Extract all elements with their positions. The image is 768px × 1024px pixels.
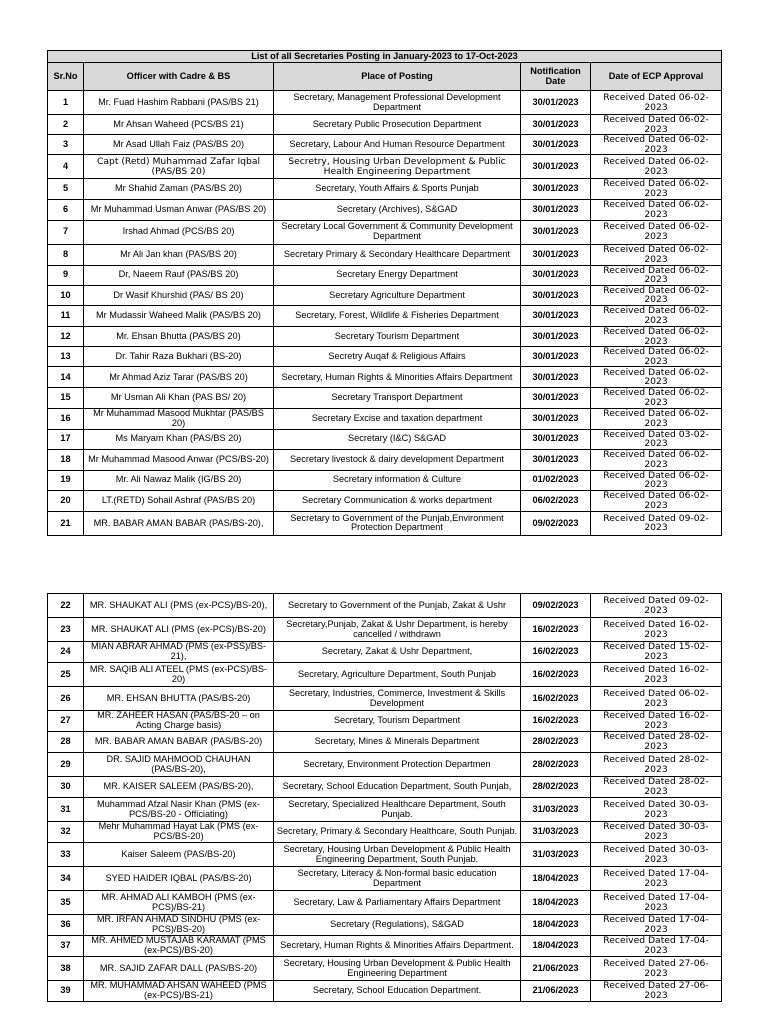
row-sr-no: 10 (48, 285, 84, 305)
row-place-of-posting: Secretary Communication & works department (274, 490, 521, 511)
row-sr-no: 20 (48, 490, 84, 511)
row-notification-date: 30/01/2023 (521, 326, 591, 346)
row-notification-date: 18/04/2023 (521, 936, 591, 957)
row-place-of-posting: Secretary livestock & dairy development Department (274, 449, 521, 470)
row-place-of-posting: Secretary Tourism Department (274, 326, 521, 346)
row-officer: MR. ZAHEER HASAN (PAS/BS-20 – on Acting Charge basis) (84, 711, 274, 732)
table-row (48, 663, 722, 687)
row-ecp-approval: Received Dated 06-02-2023 (591, 91, 722, 115)
row-notification-date: 30/01/2023 (521, 179, 591, 199)
row-ecp-approval: Received Dated 06-02-2023 (591, 408, 722, 429)
secretaries-table-part-2 (47, 593, 722, 1002)
table-row (48, 642, 722, 663)
row-place-of-posting: Secretary, Human Rights & Minorities Affairs Department. (274, 936, 521, 957)
row-ecp-approval: Received Dated 03-02-2023 (591, 429, 722, 449)
row-ecp-approval: Received Dated 28-02-2023 (591, 753, 722, 777)
row-place-of-posting: Secretary information & Culture (274, 470, 521, 490)
row-officer: Dr. Tahir Raza Bukhari (BS-20) (84, 347, 274, 367)
row-sr-no: 16 (48, 408, 84, 429)
row-notification-date: 28/02/2023 (521, 753, 591, 777)
row-place-of-posting: Secretary, Primary & Secondary Healthcare, South Punjab. (274, 822, 521, 843)
row-notification-date: 30/01/2023 (521, 155, 591, 179)
row-notification-date: 18/04/2023 (521, 867, 591, 891)
table-row (48, 490, 722, 511)
row-notification-date: 31/03/2023 (521, 798, 591, 822)
table-row (48, 408, 722, 429)
row-ecp-approval: Received Dated 09-02-2023 (591, 594, 722, 618)
row-ecp-approval: Received Dated 06-02-2023 (591, 155, 722, 179)
table-row (48, 915, 722, 936)
row-officer: Mr Ahmad Aziz Tarar (PAS/BS 20) (84, 367, 274, 388)
row-sr-no: 23 (48, 618, 84, 642)
row-officer: MR. MUHAMMAD AHSAN WAHEED (PMS (ex-PCS)/BS-21) (84, 981, 274, 1002)
row-officer: MR. SHAUKAT ALI (PMS (ex-PCS)/BS-20) (84, 618, 274, 642)
row-officer: LT.(RETD) Sohail Ashraf (PAS/BS 20) (84, 490, 274, 511)
row-notification-date: 30/01/2023 (521, 347, 591, 367)
row-ecp-approval: Received Dated 27-06-2023 (591, 957, 722, 981)
row-officer: Kaiser Saleem (PAS/BS-20) (84, 843, 274, 867)
table-row (48, 891, 722, 915)
row-officer: Dr Wasif Khurshid (PAS/ BS 20) (84, 285, 274, 305)
table-row (48, 798, 722, 822)
table-row (48, 91, 722, 115)
table-row (48, 936, 722, 957)
row-ecp-approval: Received Dated 06-02-2023 (591, 135, 722, 155)
row-ecp-approval: Received Dated 16-02-2023 (591, 663, 722, 687)
table-row (48, 594, 722, 618)
table-row (48, 867, 722, 891)
row-ecp-approval: Received Dated 06-02-2023 (591, 367, 722, 388)
row-place-of-posting: Secretary, Tourism Department (274, 711, 521, 732)
row-officer: DR. SAJID MAHMOOD CHAUHAN (PAS/BS-20), (84, 753, 274, 777)
row-officer: Mr Shahid Zaman (PAS/BS 20) (84, 179, 274, 199)
secretaries-table-part-1 (47, 50, 722, 536)
row-ecp-approval: Received Dated 30-03-2023 (591, 798, 722, 822)
header-officer: Officer with Cadre & BS (84, 63, 274, 91)
row-officer: Mehr Muhammad Hayat Lak (PMS (ex-PCS/BS-20) (84, 822, 274, 843)
row-ecp-approval: Received Dated 15-02-2023 (591, 642, 722, 663)
row-notification-date: 16/02/2023 (521, 711, 591, 732)
row-ecp-approval: Received Dated 28-02-2023 (591, 732, 722, 753)
header-notification-date: Notification Date (521, 63, 591, 91)
row-ecp-approval: Received Dated 06-02-2023 (591, 490, 722, 511)
row-sr-no: 32 (48, 822, 84, 843)
table-row (48, 429, 722, 449)
row-sr-no: 30 (48, 777, 84, 798)
table-row (48, 753, 722, 777)
table-row (48, 777, 722, 798)
table-row (48, 265, 722, 285)
table-row (48, 115, 722, 135)
row-ecp-approval: Received Dated 06-02-2023 (591, 265, 722, 285)
table-row (48, 179, 722, 199)
row-ecp-approval: Received Dated 06-02-2023 (591, 244, 722, 265)
row-place-of-posting: Secretary, Zakat & Ushr Department, (274, 642, 521, 663)
row-ecp-approval: Received Dated 06-02-2023 (591, 285, 722, 305)
table-row (48, 449, 722, 470)
row-ecp-approval: Received Dated 16-02-2023 (591, 618, 722, 642)
row-place-of-posting: Secretary Local Government & Community Development Department (274, 220, 521, 244)
row-sr-no: 39 (48, 981, 84, 1002)
row-ecp-approval: Received Dated 06-02-2023 (591, 687, 722, 711)
row-notification-date: 18/04/2023 (521, 915, 591, 936)
row-ecp-approval: Received Dated 06-02-2023 (591, 470, 722, 490)
row-ecp-approval: Received Dated 06-02-2023 (591, 115, 722, 135)
row-sr-no: 15 (48, 388, 84, 408)
row-sr-no: 29 (48, 753, 84, 777)
table-row (48, 732, 722, 753)
row-notification-date: 30/01/2023 (521, 220, 591, 244)
row-officer: Mr. Fuad Hashim Rabbani (PAS/BS 21) (84, 91, 274, 115)
row-notification-date: 30/01/2023 (521, 367, 591, 388)
row-officer: Capt (Retd) Muhammad Zafar Iqbal (PAS/BS 20) (84, 155, 274, 179)
row-notification-date: 31/03/2023 (521, 843, 591, 867)
row-ecp-approval: Received Dated 09-02-2023 (591, 511, 722, 535)
row-officer: Mr Mudassir Waheed Malik (PAS/BS 20) (84, 305, 274, 326)
row-notification-date: 30/01/2023 (521, 429, 591, 449)
table-row (48, 244, 722, 265)
row-place-of-posting: Secretary, Youth Affairs & Sports Punjab (274, 179, 521, 199)
table-row (48, 367, 722, 388)
row-place-of-posting: Secretary, Housing Urban Development & Public Health Engineering Department (274, 957, 521, 981)
row-officer: Ms Maryam Khan (PAS/BS 20) (84, 429, 274, 449)
row-notification-date: 30/01/2023 (521, 91, 591, 115)
row-notification-date: 16/02/2023 (521, 642, 591, 663)
row-sr-no: 18 (48, 449, 84, 470)
row-officer: SYED HAIDER IQBAL (PAS/BS-20) (84, 867, 274, 891)
row-officer: Dr, Naeem Rauf (PAS/BS 20) (84, 265, 274, 285)
row-officer: Mr Muhammad Usman Anwar (PAS/BS 20) (84, 199, 274, 220)
row-place-of-posting: Secretry Auqaf & Religious Affairs (274, 347, 521, 367)
row-sr-no: 14 (48, 367, 84, 388)
row-place-of-posting: Secretary to Government of the Punjab,Environment Protection Department (274, 511, 521, 535)
row-officer: Muhammad Afzal Nasir Khan (PMS (ex-PCS/BS-20 - Officiating) (84, 798, 274, 822)
row-officer: MR. EHSAN BHUTTA (PAS/BS-20) (84, 687, 274, 711)
row-place-of-posting: Secretary, School Education Department. (274, 981, 521, 1002)
row-ecp-approval: Received Dated 06-02-2023 (591, 220, 722, 244)
row-notification-date: 09/02/2023 (521, 511, 591, 535)
row-sr-no: 27 (48, 711, 84, 732)
table-row (48, 220, 722, 244)
row-officer: MR. SAJID ZAFAR DALL (PAS/BS-20) (84, 957, 274, 981)
row-ecp-approval: Received Dated 06-02-2023 (591, 326, 722, 346)
row-sr-no: 3 (48, 135, 84, 155)
table-row (48, 957, 722, 981)
row-officer: MR. SHAUKAT ALI (PMS (ex-PCS)/BS-20), (84, 594, 274, 618)
row-place-of-posting: Secretary (I&C) S&GAD (274, 429, 521, 449)
row-place-of-posting: Secretary, Housing Urban Development & Public Health Engineering Department, South Punjab. (274, 843, 521, 867)
row-notification-date: 30/01/2023 (521, 244, 591, 265)
row-place-of-posting: Secretary, Mines & Minerals Department (274, 732, 521, 753)
row-notification-date: 09/02/2023 (521, 594, 591, 618)
row-place-of-posting: Secretary, Environment Protection Departmen (274, 753, 521, 777)
row-sr-no: 19 (48, 470, 84, 490)
row-place-of-posting: Secretary Primary & Secondary Healthcare Department (274, 244, 521, 265)
row-notification-date: 16/02/2023 (521, 618, 591, 642)
row-officer: Mr Muhammad Masood Mukhtar (PAS/BS 20) (84, 408, 274, 429)
table-row (48, 135, 722, 155)
row-officer: MR. BABAR AMAN BABAR (PAS/BS-20), (84, 511, 274, 535)
header-sr-no: Sr.No (48, 63, 84, 91)
row-ecp-approval: Received Dated 17-04-2023 (591, 891, 722, 915)
row-sr-no: 2 (48, 115, 84, 135)
row-sr-no: 36 (48, 915, 84, 936)
table-row (48, 511, 722, 535)
row-ecp-approval: Received Dated 17-04-2023 (591, 867, 722, 891)
row-sr-no: 31 (48, 798, 84, 822)
row-place-of-posting: Secretry, Housing Urban Development & Public Health Engineering Department (274, 155, 521, 179)
row-sr-no: 4 (48, 155, 84, 179)
row-ecp-approval: Received Dated 27-06-2023 (591, 981, 722, 1002)
row-officer: MIAN ABRAR AHMAD (PMS (ex-PSS)/BS-21), (84, 642, 274, 663)
table-row (48, 305, 722, 326)
row-sr-no: 13 (48, 347, 84, 367)
row-sr-no: 35 (48, 891, 84, 915)
row-sr-no: 11 (48, 305, 84, 326)
row-sr-no: 17 (48, 429, 84, 449)
row-notification-date: 30/01/2023 (521, 449, 591, 470)
row-place-of-posting: Secretary Energy Department (274, 265, 521, 285)
row-notification-date: 30/01/2023 (521, 285, 591, 305)
table-row (48, 711, 722, 732)
row-ecp-approval: Received Dated 06-02-2023 (591, 449, 722, 470)
row-notification-date: 30/01/2023 (521, 115, 591, 135)
row-officer: MR. IRFAN AHMAD SINDHU (PMS (ex-PCS)/BS-20) (84, 915, 274, 936)
row-sr-no: 26 (48, 687, 84, 711)
row-place-of-posting: Secretary to Government of the Punjab, Zakat & Ushr (274, 594, 521, 618)
row-ecp-approval: Received Dated 30-03-2023 (591, 822, 722, 843)
row-notification-date: 21/06/2023 (521, 981, 591, 1002)
row-place-of-posting: Secretary, Law & Parliamentary Affairs Department (274, 891, 521, 915)
row-sr-no: 25 (48, 663, 84, 687)
row-place-of-posting: Secretary, Literacy & Non-formal basic education Department (274, 867, 521, 891)
row-place-of-posting: Secretary Public Prosecution Department (274, 115, 521, 135)
row-officer: Mr. Ali Nawaz Malik (IG/BS 20) (84, 470, 274, 490)
row-place-of-posting: Secretary (Regulations), S&GAD (274, 915, 521, 936)
row-notification-date: 16/02/2023 (521, 663, 591, 687)
row-officer: MR. BABAR AMAN BABAR (PAS/BS-20) (84, 732, 274, 753)
row-notification-date: 18/04/2023 (521, 891, 591, 915)
table-row (48, 618, 722, 642)
row-notification-date: 31/03/2023 (521, 822, 591, 843)
row-notification-date: 28/02/2023 (521, 777, 591, 798)
table-title: List of all Secretaries Posting in January-2023 to 17-Oct-2023 (48, 51, 722, 63)
row-ecp-approval: Received Dated 30-03-2023 (591, 843, 722, 867)
row-sr-no: 24 (48, 642, 84, 663)
row-place-of-posting: Secretary, Specialized Healthcare Department, South Punjab. (274, 798, 521, 822)
row-notification-date: 30/01/2023 (521, 135, 591, 155)
row-sr-no: 5 (48, 179, 84, 199)
row-officer: Mr Asad Ullah Faiz (PAS/BS 20) (84, 135, 274, 155)
row-ecp-approval: Received Dated 06-02-2023 (591, 347, 722, 367)
row-ecp-approval: Received Dated 06-02-2023 (591, 305, 722, 326)
row-officer: Mr Ahsan Waheed (PCS/BS 21) (84, 115, 274, 135)
row-sr-no: 1 (48, 91, 84, 115)
row-sr-no: 9 (48, 265, 84, 285)
table-row (48, 388, 722, 408)
row-notification-date: 21/06/2023 (521, 957, 591, 981)
row-officer: Mr Ali Jan khan (PAS/BS 20) (84, 244, 274, 265)
row-sr-no: 7 (48, 220, 84, 244)
row-officer: MR. AHMED MUSTAJAB KARAMAT (PMS (ex-PCS)/BS-20) (84, 936, 274, 957)
row-place-of-posting: Secretary, Human Rights & Minorities Affairs Department (274, 367, 521, 388)
table-row (48, 981, 722, 1002)
row-place-of-posting: Secretary Excise and taxation department (274, 408, 521, 429)
row-sr-no: 34 (48, 867, 84, 891)
row-ecp-approval: Received Dated 06-02-2023 (591, 179, 722, 199)
row-officer: MR. AHMAD ALI KAMBOH (PMS (ex-PCS)/BS-21) (84, 891, 274, 915)
row-notification-date: 30/01/2023 (521, 408, 591, 429)
table-header-row (48, 63, 722, 91)
table-row (48, 687, 722, 711)
row-notification-date: 30/01/2023 (521, 388, 591, 408)
row-sr-no: 37 (48, 936, 84, 957)
row-notification-date: 06/02/2023 (521, 490, 591, 511)
row-officer: Mr Usman Ali Khan (PAS BS/ 20) (84, 388, 274, 408)
row-sr-no: 22 (48, 594, 84, 618)
table-row (48, 843, 722, 867)
row-place-of-posting: Secretary, Forest, Wildlife & Fisheries Department (274, 305, 521, 326)
row-officer: Mr. Ehsan Bhutta (PAS/BS 20) (84, 326, 274, 346)
table-row (48, 326, 722, 346)
table-row (48, 822, 722, 843)
header-place-of-posting: Place of Posting (274, 63, 521, 91)
table-row (48, 199, 722, 220)
row-notification-date: 16/02/2023 (521, 687, 591, 711)
row-notification-date: 28/02/2023 (521, 732, 591, 753)
row-place-of-posting: Secretary, School Education Department, South Punjab, (274, 777, 521, 798)
row-notification-date: 30/01/2023 (521, 305, 591, 326)
row-officer: MR. SAQIB ALI ATEEL (PMS (ex-PCS)/BS-20) (84, 663, 274, 687)
row-place-of-posting: Secretary, Agriculture Department, South Punjab (274, 663, 521, 687)
table-row (48, 347, 722, 367)
row-ecp-approval: Received Dated 16-02-2023 (591, 711, 722, 732)
row-notification-date: 01/02/2023 (521, 470, 591, 490)
table-row (48, 470, 722, 490)
row-place-of-posting: Secretary,Punjab, Zakat & Ushr Department, is hereby cancelled / withdrawn (274, 618, 521, 642)
row-sr-no: 38 (48, 957, 84, 981)
row-officer: MR. KAISER SALEEM (PAS/BS-20), (84, 777, 274, 798)
row-place-of-posting: Secretary, Industries, Commerce, Investment & Skills Development (274, 687, 521, 711)
row-place-of-posting: Secretary Agriculture Department (274, 285, 521, 305)
row-sr-no: 28 (48, 732, 84, 753)
row-ecp-approval: Received Dated 06-02-2023 (591, 199, 722, 220)
row-sr-no: 33 (48, 843, 84, 867)
table-row (48, 155, 722, 179)
table-title-row (48, 51, 722, 63)
row-ecp-approval: Received Dated 17-04-2023 (591, 936, 722, 957)
row-ecp-approval: Received Dated 17-04-2023 (591, 915, 722, 936)
row-officer: Irshad Ahmad (PCS/BS 20) (84, 220, 274, 244)
row-sr-no: 12 (48, 326, 84, 346)
header-ecp-approval: Date of ECP Approval (591, 63, 722, 91)
row-place-of-posting: Secretary (Archives), S&GAD (274, 199, 521, 220)
row-ecp-approval: Received Dated 28-02-2023 (591, 777, 722, 798)
row-sr-no: 21 (48, 511, 84, 535)
row-place-of-posting: Secretary, Labour And Human Resource Department (274, 135, 521, 155)
row-notification-date: 30/01/2023 (521, 265, 591, 285)
table-row (48, 285, 722, 305)
row-officer: Mr Muhammad Masood Anwar (PCS/BS-20) (84, 449, 274, 470)
row-place-of-posting: Secretary, Management Professional Development Department (274, 91, 521, 115)
row-place-of-posting: Secretary Transport Department (274, 388, 521, 408)
row-sr-no: 8 (48, 244, 84, 265)
row-sr-no: 6 (48, 199, 84, 220)
row-notification-date: 30/01/2023 (521, 199, 591, 220)
row-ecp-approval: Received Dated 06-02-2023 (591, 388, 722, 408)
